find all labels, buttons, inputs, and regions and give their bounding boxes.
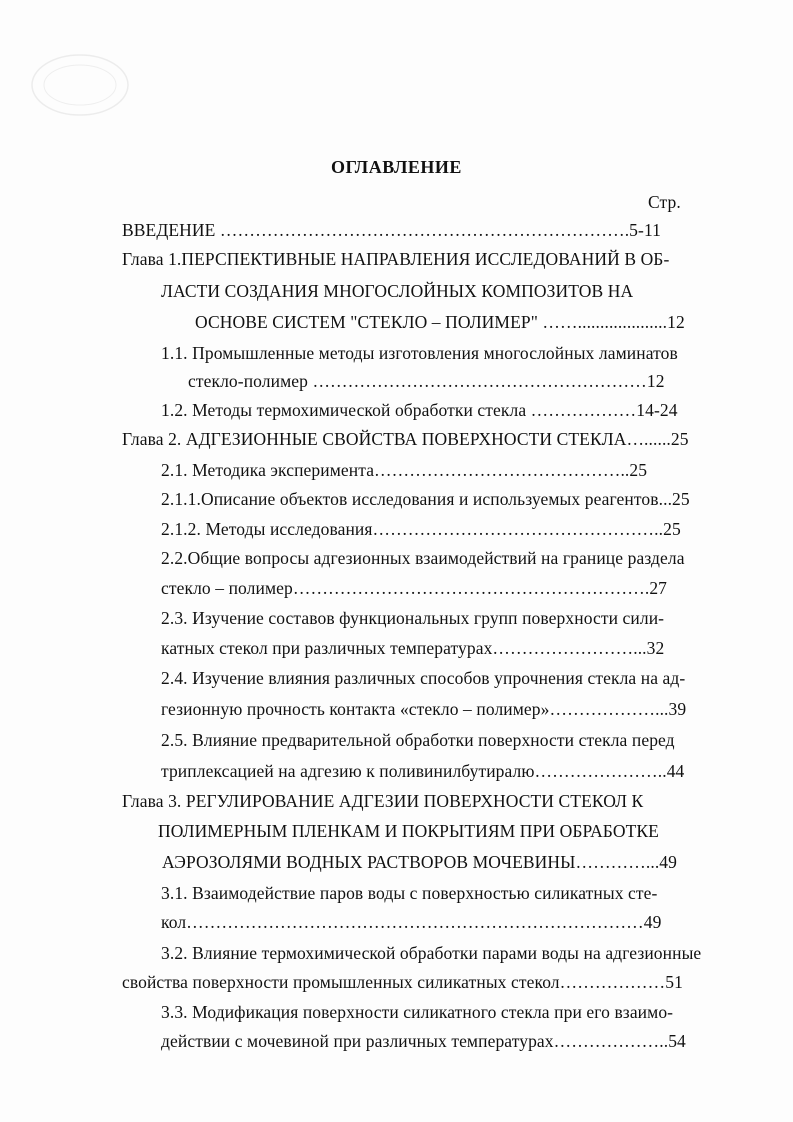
toc-line: ПОЛИМЕРНЫМ ПЛЕНКАМ И ПОКРЫТИЯМ ПРИ ОБРАБОТКЕ	[158, 821, 659, 841]
toc-line: ВВЕДЕНИЕ …………………………………………………………….5-11	[122, 220, 662, 240]
toc-line: Глава 2. АДГЕЗИОННЫЕ СВОЙСТВА ПОВЕРХНОСТИ СТЕКЛА…......25	[122, 429, 689, 449]
toc-line: гезионную прочность контакта «стекло – полимер»………………...39	[161, 699, 687, 719]
toc-line: действии с мочевиной при различных температурах………………..54	[161, 1031, 686, 1051]
toc-line: 2.1.2. Методы исследования…………………………………………..25	[161, 519, 681, 539]
page-column-label: Стр.	[648, 192, 681, 212]
toc-line: 2.2.Общие вопросы адгезионных взаимодействий на границе раздела	[161, 548, 685, 568]
toc-line: свойства поверхности промышленных силикатных стекол………………51	[122, 972, 683, 992]
toc-line: триплексацией на адгезию к поливинилбутиралю…………………..44	[161, 761, 685, 781]
toc-line: 2.3. Изучение составов функциональных групп поверхности сили-	[161, 608, 665, 628]
toc-line: АЭРОЗОЛЯМИ ВОДНЫХ РАСТВОРОВ МОЧЕВИНЫ…………...49	[162, 852, 677, 872]
toc-line: 3.1. Взаимодействие паров воды с поверхностью силикатных сте-	[161, 883, 658, 903]
toc-line: Глава 3. РЕГУЛИРОВАНИЕ АДГЕЗИИ ПОВЕРХНОСТИ СТЕКОЛ К	[122, 791, 644, 811]
scan-stamp-icon	[20, 40, 140, 130]
toc-line: 1.1. Промышленные методы изготовления многослойных ламинатов	[161, 343, 678, 363]
toc-line: 1.2. Методы термохимической обработки стекла ………………14-24	[161, 400, 678, 420]
toc-line: 2.1. Методика эксперимента……………………………………..25	[161, 460, 648, 480]
toc-line: стекло – полимер…………………………………………………….27	[161, 578, 668, 598]
toc-line: 2.1.1.Описание объектов исследования и используемых реагентов...25	[161, 489, 690, 509]
toc-line: 3.2. Влияние термохимической обработки парами воды на адгезионные	[161, 943, 702, 963]
toc-line: Глава 1.ПЕРСПЕКТИВНЫЕ НАПРАВЛЕНИЯ ИССЛЕДОВАНИЙ В ОБ-	[122, 249, 670, 269]
toc-line: 2.4. Изучение влияния различных способов упрочнения стекла на ад-	[161, 668, 686, 688]
toc-line: ОСНОВЕ СИСТЕМ "СТЕКЛО – ПОЛИМЕР" ……....................12	[195, 312, 685, 332]
toc-line: кол……………………………………………………………………49	[161, 912, 662, 932]
toc-line: катных стекол при различных температурах……………………...32	[161, 638, 665, 658]
toc-line: 2.5. Влияние предварительной обработки поверхности стекла перед	[161, 730, 675, 750]
toc-line: ЛАСТИ СОЗДАНИЯ МНОГОСЛОЙНЫХ КОМПОЗИТОВ НА	[161, 281, 634, 301]
toc-title: ОГЛАВЛЕНИЕ	[331, 157, 462, 177]
toc-line: 3.3. Модификация поверхности силикатного стекла при его взаимо-	[161, 1002, 674, 1022]
toc-line: стекло-полимер …………………………………………………12	[188, 371, 665, 391]
